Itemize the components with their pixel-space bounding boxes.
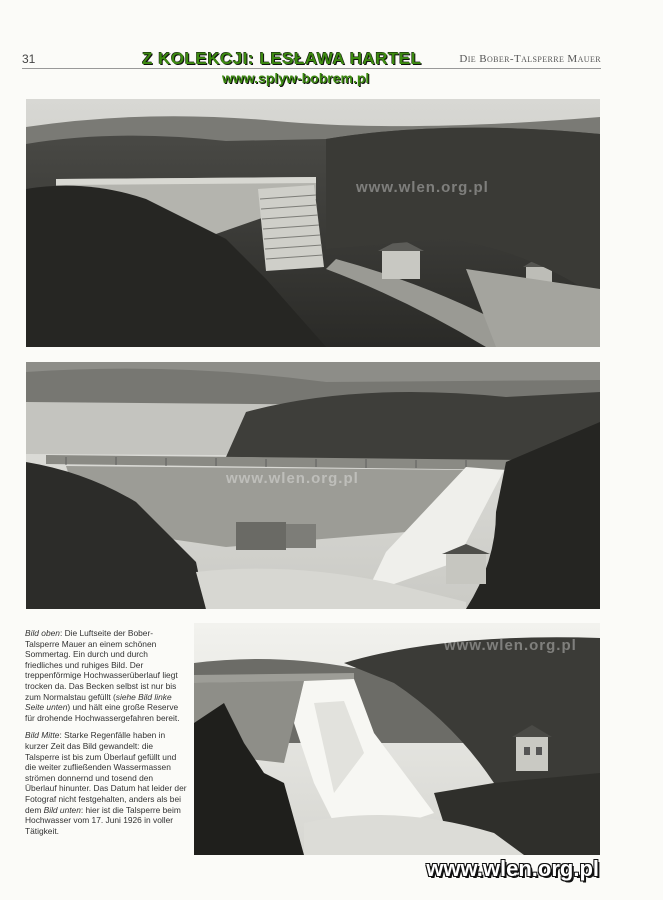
caption-reference: Bild unten	[43, 804, 81, 815]
caption-top-photo	[25, 628, 187, 723]
caption-text: : Die Luftseite der Bober-Talsperre Mauer an einem schönen Sommertag. Ein durch und durch friedliches und ruhiges Bild. Der treppenförmige Hochwasserüberlauf liegt trocken da. Das Becken selbst ist nur bis zum Normalstau gefüllt (	[25, 628, 178, 702]
photo-watermark: www.wlen.org.pl	[444, 637, 577, 654]
page-number: 31	[22, 52, 36, 66]
caption-text-end: : hier ist die Talsperre beim Hochwasser vom 17. Juni 1926 in voller Tätigkeit.	[25, 804, 181, 836]
website-watermark-top: www.splyw-bobrem.pl	[222, 70, 370, 86]
photo-dam-overflow	[26, 362, 600, 609]
header-rule	[22, 68, 601, 69]
caption-reference: siehe Bild linke Seite unten	[25, 691, 172, 713]
caption-lead-middle: Bild Mitte	[25, 730, 60, 741]
photo-dam-summer	[26, 99, 600, 347]
photo-dam-flood-1926	[194, 623, 600, 855]
collection-watermark: Z KOLEKCJI: LESŁAWA HARTEL	[142, 49, 422, 68]
caption-text: : Starke Regenfälle haben in kurzer Zeit das Bild gewandelt: die Talsperre ist bis zum Überlauf gefüllt und die weiter zufließenden Wassermassen strömen donnernd und tosend den Überlauf hinunter. Das Datum hat leider der Fotograf nicht festgehalten, anders als bei dem	[25, 730, 187, 815]
website-watermark-bottom: www.wlen.org.pl	[426, 856, 599, 881]
photo-caption	[25, 628, 187, 843]
caption-lead-top: Bild oben	[25, 628, 60, 638]
photo-watermark: www.wlen.org.pl	[356, 179, 489, 196]
chapter-title: Die Bober-Talsperre Mauer	[459, 53, 601, 65]
caption-middle-photo	[25, 730, 187, 836]
caption-text-end: ) und hält eine große Reserve für drohende Hochwassergefahren bereit.	[25, 702, 180, 723]
photo-watermark: www.wlen.org.pl	[226, 470, 359, 487]
